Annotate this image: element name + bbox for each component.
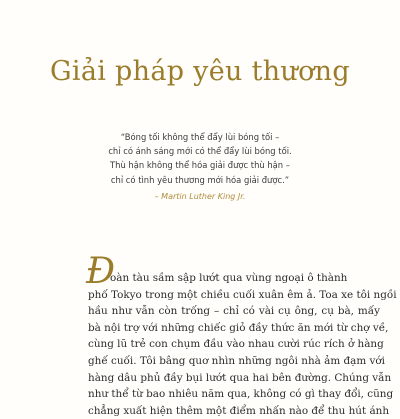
chapter-title: Giải pháp yêu thương [50, 56, 350, 87]
body-line: hầu như vẫn còn trống – chỉ có vài cụ ông, cụ bà, mấy [88, 305, 380, 318]
body-line: hàng dâu phủ đầy bụi lướt qua hai bên đường. Chúng vẫn [88, 371, 392, 384]
epigraph-quote [0, 130, 400, 187]
epigraph-line: chỉ có ánh sáng mới có thể đẩy lùi bóng tối. [108, 146, 292, 157]
epigraph-line: chỉ có tình yêu thương mới hóa giải được.” [110, 174, 290, 185]
body-line: phố Tokyo trong một chiều cuối xuân êm ả. Toa xe tôi ngồi [88, 288, 397, 301]
epigraph-line: “Bóng tối không thể đẩy lùi bóng tối – [120, 132, 280, 142]
body-paragraph [88, 270, 397, 419]
body-line: như thể từ bao nhiêu năm qua, không có gì thay đổi, cũng [88, 388, 394, 401]
body-line: chẳng xuất hiện thêm một điểm nhấn nào để thu hút ánh [88, 404, 390, 417]
body-first-line: oàn tàu sầm sập lướt qua vùng ngoại ô thành [110, 272, 348, 284]
epigraph-line: Thù hận không thể hóa giải được thù hận – [110, 160, 290, 171]
drop-cap: Đ [86, 251, 116, 292]
body-line: ghế cuối. Tôi bâng quơ nhìn những ngôi nhà ảm đạm với [88, 354, 385, 367]
body-line: bà nội trợ với những chiếc giỏ đầy thức ăn mới từ chợ về, [88, 321, 389, 334]
body-line: cùng lũ trẻ con chụm đầu vào nhau cười rúc rích ở hàng [88, 338, 384, 351]
epigraph-attribution: – Martin Luther King Jr. [154, 192, 246, 201]
